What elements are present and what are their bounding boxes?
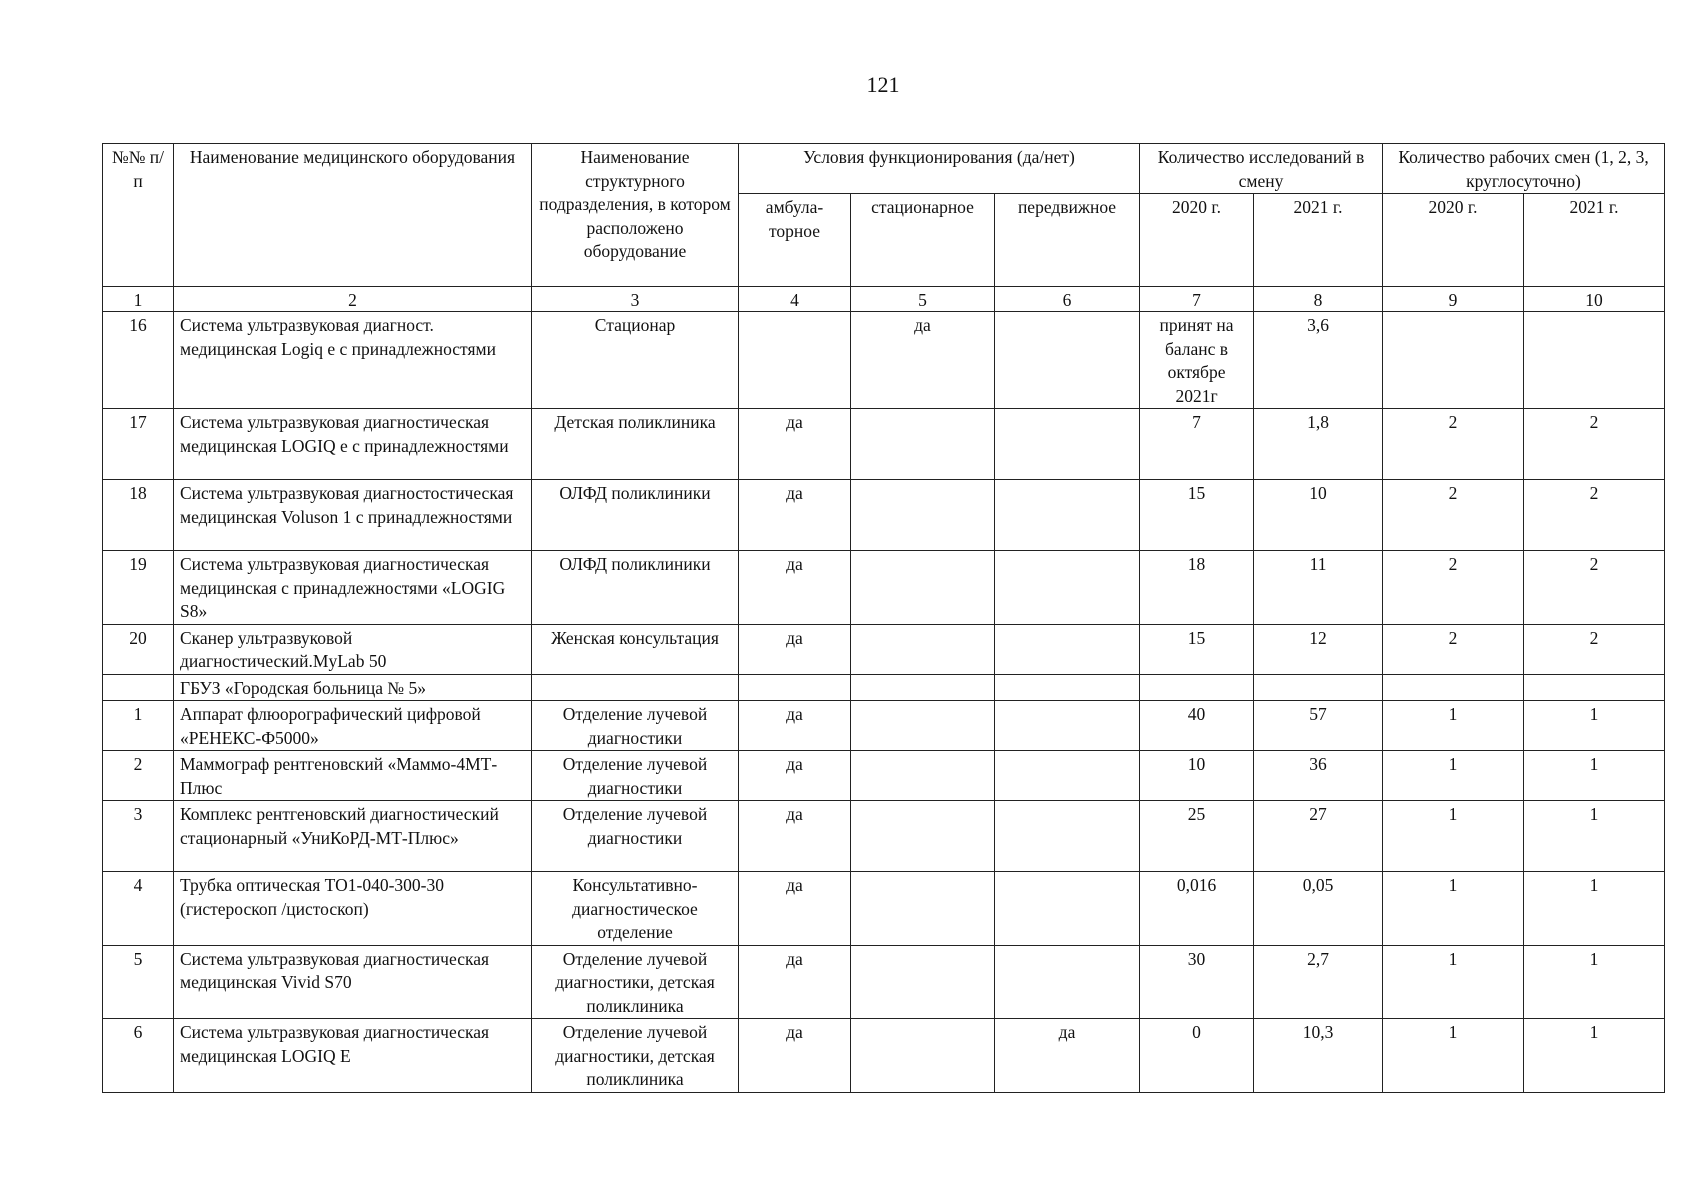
table-header (103, 144, 1665, 312)
header-shifts: Количество рабочих смен (1, 2, 3, круглосуточно) (1383, 144, 1665, 194)
cell-name: Система ультразвуковая диагностическая медицинская Vivid S70 (174, 945, 532, 1019)
cell-mobile (995, 801, 1140, 872)
cell-num: 20 (103, 624, 174, 674)
cell-studies-2020: 10 (1140, 751, 1254, 801)
cell-mobile (995, 751, 1140, 801)
cell-unit: Детская поликлиника (532, 409, 739, 480)
table-row (103, 551, 1665, 625)
cell-ambulatory (739, 674, 851, 701)
cell-studies-2020: 15 (1140, 480, 1254, 551)
cell-num (103, 674, 174, 701)
cell-shifts-2021: 2 (1524, 409, 1665, 480)
cell-studies-2021: 3,6 (1254, 312, 1383, 409)
column-number: 8 (1254, 287, 1383, 312)
cell-mobile (995, 701, 1140, 751)
cell-stationary (851, 551, 995, 625)
cell-mobile (995, 480, 1140, 551)
cell-unit: ОЛФД поликлиники (532, 480, 739, 551)
table-body (103, 312, 1665, 1093)
column-number: 10 (1524, 287, 1665, 312)
cell-name: Система ультразвуковая диагностическая медицинская LOGIQ E (174, 1019, 532, 1093)
cell-mobile: да (995, 1019, 1140, 1093)
column-number: 9 (1383, 287, 1524, 312)
cell-ambulatory (739, 312, 851, 409)
table-row (103, 801, 1665, 872)
cell-unit: Стационар (532, 312, 739, 409)
cell-stationary (851, 872, 995, 946)
header-stationary: стационарное (851, 194, 995, 287)
cell-unit: ОЛФД поликлиники (532, 551, 739, 625)
cell-ambulatory: да (739, 801, 851, 872)
cell-ambulatory: да (739, 409, 851, 480)
cell-mobile (995, 624, 1140, 674)
cell-studies-2020: 40 (1140, 701, 1254, 751)
cell-unit: Консультативно-диагностическое отделение (532, 872, 739, 946)
cell-num: 4 (103, 872, 174, 946)
table-row (103, 624, 1665, 674)
cell-ambulatory: да (739, 624, 851, 674)
cell-ambulatory: да (739, 701, 851, 751)
cell-stationary (851, 624, 995, 674)
header-ambulatory: амбула-торное (739, 194, 851, 287)
cell-name: Сканер ультразвуковой диагностический.MyLab 50 (174, 624, 532, 674)
cell-shifts-2020: 1 (1383, 701, 1524, 751)
cell-name: Аппарат флюорографический цифровой «РЕНЕКС-Ф5000» (174, 701, 532, 751)
cell-shifts-2020: 1 (1383, 945, 1524, 1019)
cell-shifts-2021: 2 (1524, 624, 1665, 674)
table-row (103, 480, 1665, 551)
column-number: 6 (995, 287, 1140, 312)
column-number: 2 (174, 287, 532, 312)
cell-num: 19 (103, 551, 174, 625)
cell-ambulatory: да (739, 551, 851, 625)
cell-mobile (995, 409, 1140, 480)
cell-shifts-2020: 1 (1383, 1019, 1524, 1093)
cell-num: 5 (103, 945, 174, 1019)
cell-ambulatory: да (739, 872, 851, 946)
cell-mobile (995, 945, 1140, 1019)
table-row (103, 945, 1665, 1019)
table-row (103, 751, 1665, 801)
cell-shifts-2020: 2 (1383, 624, 1524, 674)
cell-num: 17 (103, 409, 174, 480)
cell-studies-2021: 57 (1254, 701, 1383, 751)
cell-shifts-2020: 2 (1383, 551, 1524, 625)
cell-shifts-2020 (1383, 312, 1524, 409)
table-row (103, 312, 1665, 409)
cell-studies-2021: 0,05 (1254, 872, 1383, 946)
cell-unit: Отделение лучевой диагностики, детская поликлиника (532, 1019, 739, 1093)
header-shifts-2021: 2021 г. (1524, 194, 1665, 287)
cell-studies-2020: 18 (1140, 551, 1254, 625)
cell-num: 6 (103, 1019, 174, 1093)
cell-studies-2020: 0,016 (1140, 872, 1254, 946)
cell-name: Система ультразвуковая диагност. медицинская Logiq e с принадлежностями (174, 312, 532, 409)
header-name: Наименование медицинского оборудования (174, 144, 532, 287)
cell-mobile (995, 872, 1140, 946)
cell-shifts-2020: 1 (1383, 751, 1524, 801)
column-number: 1 (103, 287, 174, 312)
section-title: ГБУЗ «Городская больница № 5» (174, 674, 532, 701)
cell-studies-2020: 7 (1140, 409, 1254, 480)
cell-studies-2021: 2,7 (1254, 945, 1383, 1019)
cell-stationary (851, 945, 995, 1019)
column-number-row (103, 287, 1665, 312)
cell-studies-2021: 11 (1254, 551, 1383, 625)
column-number: 3 (532, 287, 739, 312)
header-studies-2021: 2021 г. (1254, 194, 1383, 287)
cell-stationary (851, 409, 995, 480)
cell-stationary (851, 674, 995, 701)
cell-stationary (851, 751, 995, 801)
header-studies: Количество исследований в смену (1140, 144, 1383, 194)
cell-shifts-2021 (1524, 312, 1665, 409)
cell-stationary (851, 1019, 995, 1093)
cell-stationary: да (851, 312, 995, 409)
cell-unit: Отделение лучевой диагностики (532, 801, 739, 872)
table-row (103, 701, 1665, 751)
cell-studies-2021: 10 (1254, 480, 1383, 551)
cell-ambulatory: да (739, 751, 851, 801)
column-number: 7 (1140, 287, 1254, 312)
cell-shifts-2021: 1 (1524, 872, 1665, 946)
cell-ambulatory: да (739, 945, 851, 1019)
header-shifts-2020: 2020 г. (1383, 194, 1524, 287)
cell-unit: Отделение лучевой диагностики, детская поликлиника (532, 945, 739, 1019)
cell-name: Система ультразвуковая диагностическая медицинская LOGIQ e с принадлежностями (174, 409, 532, 480)
cell-shifts-2020: 2 (1383, 480, 1524, 551)
cell-shifts-2020 (1383, 674, 1524, 701)
column-number: 4 (739, 287, 851, 312)
cell-ambulatory: да (739, 480, 851, 551)
cell-shifts-2020: 1 (1383, 801, 1524, 872)
cell-studies-2021: 36 (1254, 751, 1383, 801)
cell-studies-2021: 12 (1254, 624, 1383, 674)
cell-shifts-2021: 1 (1524, 751, 1665, 801)
cell-name: Маммограф рентгеновский «Маммо-4МТ-Плюс (174, 751, 532, 801)
cell-shifts-2021: 2 (1524, 551, 1665, 625)
cell-name: Система ультразвуковая диагностостическая медицинская Voluson 1 с принадлежностями (174, 480, 532, 551)
cell-name: Трубка оптическая ТО1-040-300-30 (гистероскоп /цистоскоп) (174, 872, 532, 946)
cell-studies-2021: 27 (1254, 801, 1383, 872)
header-mobile: передвижное (995, 194, 1140, 287)
cell-shifts-2021: 1 (1524, 1019, 1665, 1093)
cell-unit: Женская консультация (532, 624, 739, 674)
table-row (103, 872, 1665, 946)
table-row (103, 1019, 1665, 1093)
header-conditions: Условия функционирования (да/нет) (739, 144, 1140, 194)
cell-studies-2020: принят на баланс в октябре 2021г (1140, 312, 1254, 409)
cell-shifts-2021: 1 (1524, 945, 1665, 1019)
table-section-row (103, 674, 1665, 701)
cell-num: 3 (103, 801, 174, 872)
equipment-table (102, 143, 1665, 1093)
column-number: 5 (851, 287, 995, 312)
cell-mobile (995, 312, 1140, 409)
cell-shifts-2021: 1 (1524, 701, 1665, 751)
cell-shifts-2021: 2 (1524, 480, 1665, 551)
cell-studies-2021 (1254, 674, 1383, 701)
cell-num: 1 (103, 701, 174, 751)
header-studies-2020: 2020 г. (1140, 194, 1254, 287)
cell-studies-2021: 10,3 (1254, 1019, 1383, 1093)
cell-studies-2020: 15 (1140, 624, 1254, 674)
cell-studies-2020: 30 (1140, 945, 1254, 1019)
header-unit: Наименование структурного подразделения, в котором расположено оборудование (532, 144, 739, 287)
cell-shifts-2020: 2 (1383, 409, 1524, 480)
cell-studies-2020: 0 (1140, 1019, 1254, 1093)
cell-shifts-2020: 1 (1383, 872, 1524, 946)
page-number: 121 (866, 72, 900, 97)
cell-stationary (851, 701, 995, 751)
cell-name: Комплекс рентгеновский диагностический стационарный «УниКоРД-МТ-Плюс» (174, 801, 532, 872)
cell-unit (532, 674, 739, 701)
cell-num: 16 (103, 312, 174, 409)
cell-unit: Отделение лучевой диагностики (532, 751, 739, 801)
cell-stationary (851, 480, 995, 551)
cell-name: Система ультразвуковая диагностическая медицинская с принадлежностями «LOGIG S8» (174, 551, 532, 625)
cell-unit: Отделение лучевой диагностики (532, 701, 739, 751)
header-num: №№ п/п (103, 144, 174, 287)
cell-num: 2 (103, 751, 174, 801)
cell-mobile (995, 674, 1140, 701)
cell-studies-2020: 25 (1140, 801, 1254, 872)
cell-mobile (995, 551, 1140, 625)
cell-studies-2020 (1140, 674, 1254, 701)
cell-stationary (851, 801, 995, 872)
table-row (103, 409, 1665, 480)
cell-ambulatory: да (739, 1019, 851, 1093)
cell-num: 18 (103, 480, 174, 551)
cell-studies-2021: 1,8 (1254, 409, 1383, 480)
cell-shifts-2021 (1524, 674, 1665, 701)
cell-shifts-2021: 1 (1524, 801, 1665, 872)
